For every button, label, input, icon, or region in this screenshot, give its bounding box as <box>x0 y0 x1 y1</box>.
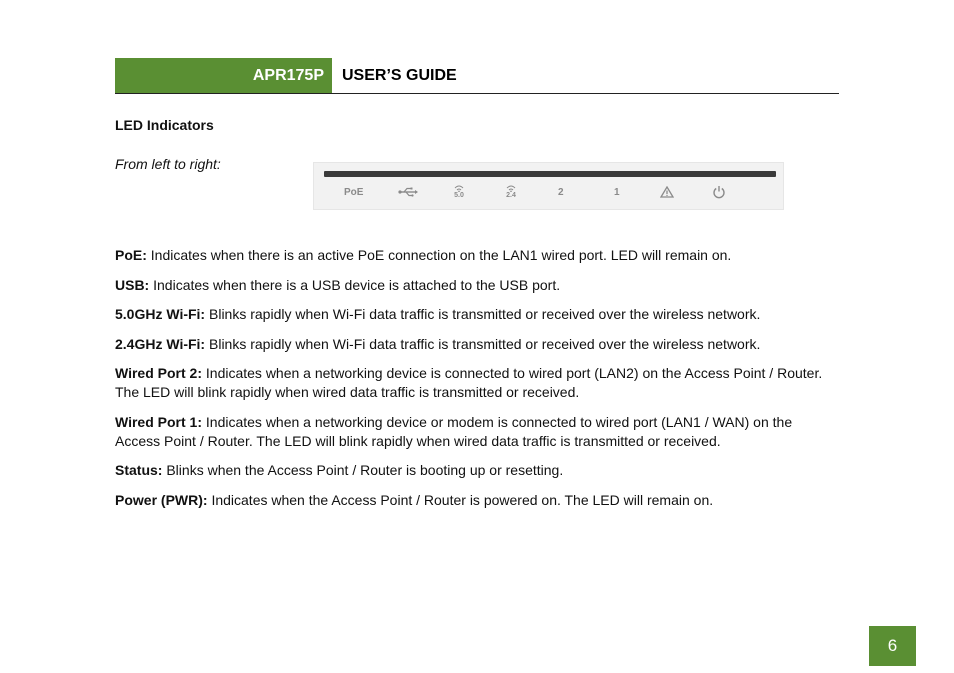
desc-text: Indicates when a networking device is connected to wired port (LAN2) on the Access Point / Router. The LED will blink rapidly when wired data traffic is transmitted or received. <box>115 365 823 400</box>
wifi-2-4ghz-label: 2.4 <box>506 191 516 199</box>
desc-term: Wired Port 2: <box>115 365 202 381</box>
port-2-label-text: 2 <box>558 186 564 198</box>
desc-usb <box>115 276 835 295</box>
desc-term: 2.4GHz Wi-Fi: <box>115 335 206 352</box>
desc-text: Indicates when there is an active PoE connection on the LAN1 wired port. LED will remain on. <box>150 247 732 263</box>
desc-text: Blinks when the Access Point / Router is booting up or resetting. <box>166 462 564 478</box>
led-strip <box>324 171 776 177</box>
desc-wifi-5ghz <box>115 305 835 324</box>
led-description-list <box>115 246 835 520</box>
desc-term: Wired Port 1: <box>115 413 202 430</box>
desc-term: Power (PWR): <box>115 491 208 508</box>
desc-term: PoE: <box>115 247 147 263</box>
guide-title: USER’S GUIDE <box>342 66 457 84</box>
desc-text: Blinks rapidly when Wi-Fi data traffic is transmitted or received over the wireless network. <box>209 335 761 352</box>
desc-text: Blinks rapidly when Wi-Fi data traffic is transmitted or received over the wireless network. <box>209 306 761 322</box>
desc-term: Status: <box>115 462 163 478</box>
desc-power <box>115 491 835 510</box>
page-number: 6 <box>869 626 916 666</box>
port-1-label-text: 1 <box>614 186 620 198</box>
desc-term: 5.0GHz Wi-Fi: <box>115 306 206 322</box>
desc-poe <box>115 246 835 265</box>
wifi-5ghz-icon <box>454 183 464 201</box>
section-title: LED Indicators <box>115 117 214 133</box>
poe-label <box>344 183 363 201</box>
desc-wifi-2-4ghz <box>115 335 835 354</box>
desc-term: USB: <box>115 276 150 293</box>
wifi-2-4ghz-icon <box>506 183 516 201</box>
power-icon <box>712 183 726 201</box>
intro-text: From left to right: <box>115 156 221 172</box>
page-header <box>115 58 839 94</box>
product-name-box <box>115 58 332 93</box>
usb-icon <box>398 183 418 201</box>
desc-status <box>115 461 835 480</box>
desc-wired-port-2 <box>115 364 835 402</box>
desc-text: Indicates when there is a USB device is attached to the USB port. <box>153 276 561 293</box>
led-panel-image <box>313 162 784 210</box>
port-1-label <box>614 183 620 201</box>
poe-label-text: PoE <box>344 186 364 198</box>
wifi-5ghz-label: 5.0 <box>454 191 464 199</box>
desc-text: Indicates when a networking device or modem is connected to wired port (LAN1 / WAN) on the Access Point / Router. The LED will blink rapidly when wired data traffic is transmitted or received. <box>115 413 793 449</box>
desc-text: Indicates when the Access Point / Router is powered on. The LED will remain on. <box>211 491 714 508</box>
desc-wired-port-1 <box>115 413 835 451</box>
product-name: APR175P <box>252 66 324 84</box>
warning-triangle-icon <box>660 183 674 201</box>
port-2-label <box>558 183 564 201</box>
